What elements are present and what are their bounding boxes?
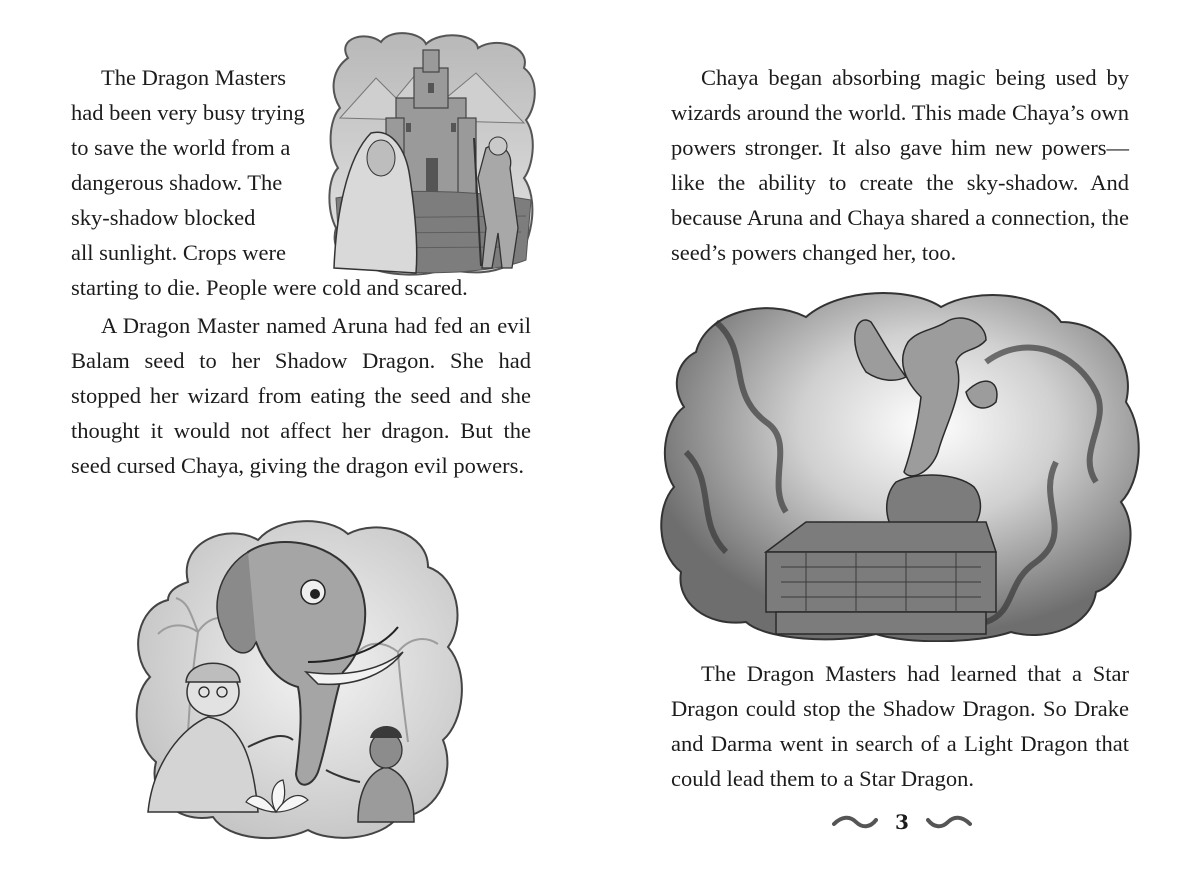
intro-paragraph	[71, 60, 531, 305]
body-paragraph-chaya	[671, 60, 1129, 270]
body-paragraph-star-dragon	[671, 656, 1129, 796]
right-page	[600, 0, 1200, 872]
body-paragraph-chaya-text: Chaya began absorbing magic being used by wizards around the world. This made Chaya’s own powers stronger. It also gave him new powers—like the ability to create the sky-shadow. And because Aruna and Chaya shared a connection, the seed’s powers changed her, too.	[671, 65, 1129, 265]
intro-line	[71, 60, 531, 95]
right-swash-ornament	[926, 814, 972, 830]
intro-line-text: The Dragon Masters	[101, 65, 286, 90]
intro-line: sky-shadow blocked	[71, 205, 256, 230]
body-paragraph-aruna	[71, 308, 531, 483]
shadow-dragon-statue-illustration	[656, 282, 1142, 642]
intro-line: starting to die. People were cold and scared.	[71, 275, 468, 300]
page-number: 3	[895, 810, 909, 834]
intro-line: had been very busy trying	[71, 100, 305, 125]
intro-line: to save the world from a	[71, 135, 291, 160]
body-paragraph-star-dragon-text: The Dragon Masters had learned that a Star Dragon could stop the Shadow Dragon. So Drake and Darma went in search of a Light Dragon that could lead them to a Star Dragon.	[671, 661, 1129, 791]
page-number-folio	[832, 808, 972, 836]
elephant-wizard-illustration	[128, 512, 472, 842]
intro-line: all sunlight. Crops were	[71, 240, 286, 265]
body-paragraph-aruna-text: A Dragon Master named Aruna had fed an evil Balam seed to her Shadow Dragon. She had stopped her wizard from eating the seed and she thought it would not affect her dragon. But the seed cursed Chaya, giving the dragon evil powers.	[71, 313, 531, 478]
intro-line: dangerous shadow. The	[71, 170, 283, 195]
